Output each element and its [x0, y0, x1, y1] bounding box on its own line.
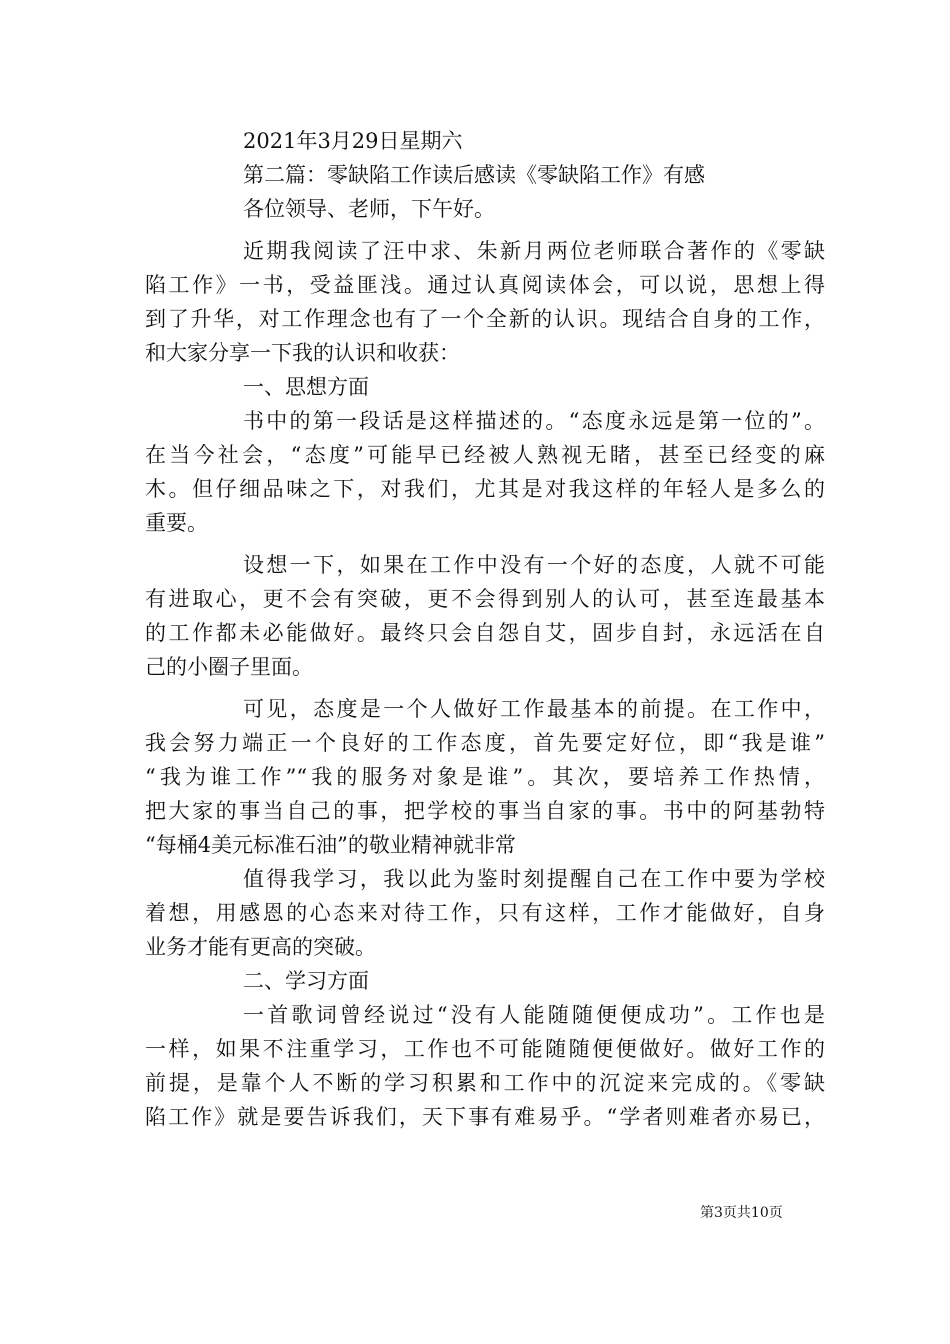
- paragraph-line: 设想一下，如果在工作中没有一个好的态度，人就不可能: [243, 553, 825, 577]
- date-line: 2021年3月29日星期六: [243, 129, 463, 153]
- paragraph-line: 把大家的事当自己的事，把学校的事当自家的事。书中的阿基勃特: [145, 799, 825, 823]
- paragraph-line: “每桶4美元标准石油”的敬业精神就非常: [145, 833, 516, 857]
- paragraph-line: 的工作都未必能做好。最终只会自怨自艾，固步自封，永远活在自: [145, 621, 825, 645]
- paragraph-line: 着想，用感恩的心态来对待工作，只有这样，工作才能做好，自身: [145, 901, 825, 925]
- paragraph-line: 可见，态度是一个人做好工作最基本的前提。在工作中，: [243, 697, 825, 721]
- section-heading: 一、思想方面: [243, 375, 369, 399]
- page-number: 第3页共10页: [700, 1205, 783, 1221]
- paragraph-line: 在当今社会，“态度”可能早已经被人熟视无睹，甚至已经变的麻: [145, 443, 825, 467]
- paragraph-line: 到了升华，对工作理念也有了一个全新的认识。现结合自身的工作，: [145, 307, 825, 331]
- document-body: [145, 124, 825, 1134]
- paragraph-line: 和大家分享一下我的认识和收获：: [145, 341, 460, 365]
- paragraph-line: 有进取心，更不会有突破，更不会得到别人的认可，甚至连最基本: [145, 587, 825, 611]
- paragraph-line: “我为谁工作”“我的服务对象是谁”。其次，要培养工作热情，: [145, 765, 825, 789]
- greeting-line: 各位领导、老师，下午好。: [243, 197, 495, 221]
- paragraph-line: 我会努力端正一个良好的工作态度，首先要定好位，即“我是谁”: [145, 731, 825, 755]
- article-title: 第二篇：零缺陷工作读后感读《零缺陷工作》有感: [243, 163, 705, 187]
- paragraph-line: 值得我学习，我以此为鉴时刻提醒自己在工作中要为学校: [243, 867, 825, 891]
- paragraph-line: 一样，如果不注重学习，工作也不可能随随便便做好。做好工作的: [145, 1037, 825, 1061]
- paragraph-line: 重要。: [145, 511, 208, 535]
- paragraph-line: 己的小圈子里面。: [145, 655, 313, 679]
- paragraph-line: 近期我阅读了汪中求、朱新月两位老师联合著作的《零缺: [243, 239, 825, 263]
- paragraph-line: 书中的第一段话是这样描述的。“态度永远是第一位的”。: [243, 409, 825, 433]
- paragraph-line: 业务才能有更高的突破。: [145, 935, 376, 959]
- paragraph-line: 木。但仔细品味之下，对我们，尤其是对我这样的年轻人是多么的: [145, 477, 825, 501]
- paragraph-line: 前提，是靠个人不断的学习积累和工作中的沉淀来完成的。《零缺: [145, 1071, 825, 1095]
- paragraph-line: 陷工作》一书，受益匪浅。通过认真阅读体会，可以说，思想上得: [145, 273, 825, 297]
- paragraph-line: 一首歌词曾经说过“没有人能随随便便成功”。工作也是: [243, 1003, 825, 1027]
- section-heading: 二、学习方面: [243, 969, 369, 993]
- paragraph-line: 陷工作》就是要告诉我们，天下事有难易乎。“学者则难者亦易已，: [145, 1105, 825, 1129]
